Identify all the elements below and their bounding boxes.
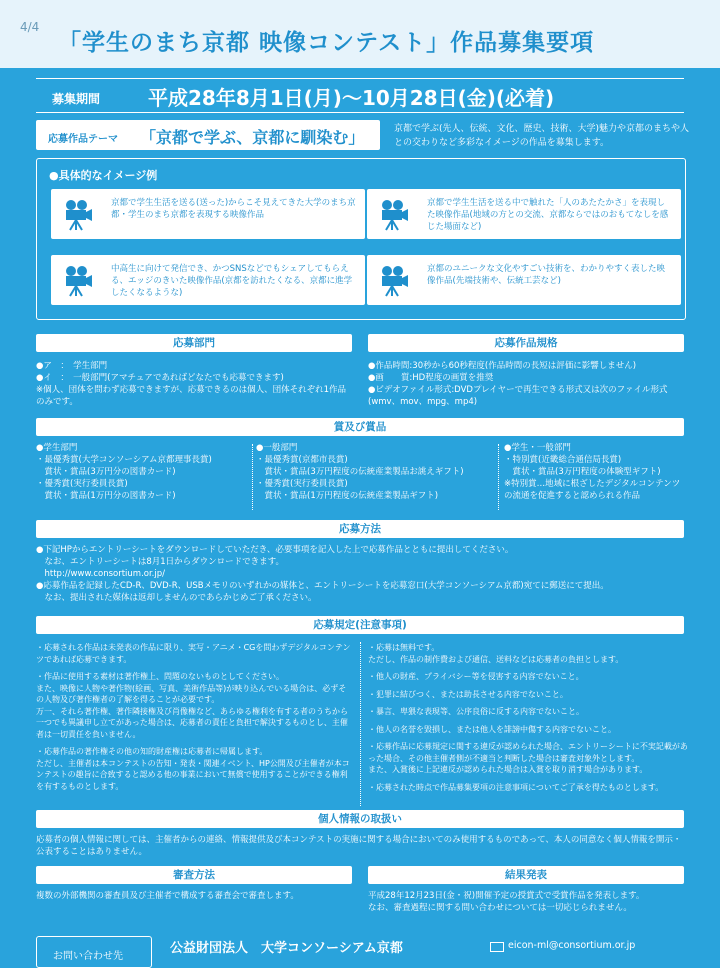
period-value: 平成28年8月1日(月)〜10月28日(金)(必着)	[148, 86, 555, 110]
categories-body	[36, 360, 352, 408]
example-card	[367, 255, 681, 305]
column-divider	[498, 444, 499, 510]
example-card-text: 京都で学生生活を送る中で触れた「人のあたたかさ」を表現した映像作品(地域の方との交流、京都ならではのおもてなしを感じた場面など)	[427, 198, 669, 232]
method-heading: 応募方法	[36, 520, 684, 538]
rule-item: ・暴言、卑猥な表現等、公序良俗に反する内容でないこと。	[368, 707, 584, 716]
movie-camera-icon	[377, 263, 411, 297]
award-line: 賞状・賞品(3万円分の図書カード)	[36, 467, 176, 477]
review-text: 複数の外部機関の審査員及び主催者で構成する審査会で審査します。	[36, 891, 299, 901]
example-card-text: 京都で学生生活を送る(送った)からこそ見えてきた大学のまち京都・学生のまち京都を表現する映像作品	[111, 198, 356, 220]
award-line: ・優秀賞(実行委員長賞)	[256, 479, 348, 489]
example-card	[367, 189, 681, 239]
specs-body	[368, 360, 688, 408]
review-heading: 審査方法	[36, 866, 352, 884]
award-column-special	[504, 442, 688, 502]
award-line: ※特別賞…地域に根ざしたデジタルコンテンツの流通を促進すると認められる作品	[504, 479, 681, 501]
award-line: ・最優秀賞(大学コンソーシアム京都理事長賞)	[36, 455, 212, 465]
rule-item: ただし、作品の制作費および通信、送料などは応募者の負担とします。	[368, 654, 624, 664]
rule-item: ・応募は無料です。	[368, 643, 440, 652]
categories-line: ●イ ： 一般部門(アマチュアであればどなたでも応募できます)	[36, 373, 284, 383]
column-divider	[252, 444, 253, 510]
rule-item: また、入賞後に上記違反が認められた場合は入賞を取り消す場合があります。	[368, 765, 648, 774]
award-line: 賞状・賞品(1万円程度の伝統産業製品ギフト)	[256, 491, 439, 501]
rule-item: ただし、主催者は本コンテストの告知・発表・関連イベント、HP公開及び主催者が本コンテストの趣旨に合致すると認める他の事業において無償で使用することができる権利を有するものとします。	[36, 758, 350, 791]
rules-left	[36, 642, 354, 792]
award-line: 賞状・賞品(3万円程度の体験型ギフト)	[504, 467, 661, 477]
movie-camera-icon	[377, 197, 411, 231]
contact-box	[36, 936, 152, 968]
privacy-heading: 個人情報の取扱い	[36, 810, 684, 828]
example-card-text: 中高生に向けて発信でき、かつSNSなどでもシェアしてもらえる、エッジのきいた映像作品(京都を訪れたくなる、京都に進学したくなるような)	[111, 264, 353, 298]
method-body	[36, 544, 688, 604]
method-line: ●応募作品を記録したCD-R、DVD-R、USBメモリのいずれかの媒体と、エントリーシートを応募窓口(大学コンソーシアム京都)宛てに郵送にて提出。	[36, 581, 609, 591]
award-column-head: ●学生部門	[36, 443, 78, 453]
examples-title: ●具体的なイメージ例	[49, 169, 158, 182]
rule-item: ・応募された時点で作品募集要項の注意事項についてご了承を得たものとします。	[368, 782, 664, 792]
rule-item: ・他人の財産、プライバシー等を侵害する内容でないこと。	[368, 672, 584, 681]
specs-line: ●作品時間:30秒から60秒程度(作品時間の長短は評価に影響しません)	[368, 361, 637, 371]
rule-item: ・作品に使用する素材は著作権上、問題のないものとしてください。	[36, 672, 284, 681]
award-line: 賞状・賞品(1万円分の図書カード)	[36, 491, 176, 501]
contact-label: お問い合わせ先	[53, 951, 123, 962]
envelope-icon	[490, 942, 504, 952]
rule-item: ・応募作品の著作権その他の知的財産権は応募者に帰属します。	[36, 747, 268, 756]
column-divider	[360, 642, 361, 806]
example-card	[51, 255, 365, 305]
movie-camera-icon	[61, 197, 95, 231]
award-line: ・特別賞(近畿総合通信局長賞)	[504, 455, 622, 465]
awards-heading: 賞及び賞品	[36, 418, 684, 436]
privacy-text: 応募者の個人情報に関しては、主催者からの連絡、情報提供及び本コンテストの実施に関する場合においてのみ使用するものであって、本人の同意なく個人情報を開示・公表することはありません。	[36, 835, 682, 857]
theme-description: 京都で学ぶ(先人、伝統、文化、歴史、技術、大学)魅力や京都のまちや人との交わりなど多彩なイメージの作品を募集します。	[394, 124, 690, 148]
rules-right	[368, 642, 688, 793]
rule-item: ・応募作品に応募規定に関する違反が認められた場合、エントリーシートに不実記載があった場合、その他主催者側が不適当と判断した場合は審査対象外とします。	[368, 742, 688, 763]
page-title: 「学生のまち京都 映像コンテスト」作品募集要項	[58, 30, 595, 56]
award-column-general	[256, 442, 492, 502]
categories-line: ※個人、団体を問わず応募できますが、応募できるのは個人、団体それぞれ1作品のみです。	[36, 385, 347, 407]
award-column-student	[36, 442, 246, 502]
theme-label: 応募作品テーマ	[48, 134, 118, 145]
award-line: ・最優秀賞(京都市長賞)	[256, 455, 348, 465]
specs-line: ●画 質:HD程度の画質を推奨	[368, 373, 494, 383]
theme-box	[36, 120, 380, 150]
rules-heading: 応募規定(注意事項)	[36, 616, 684, 634]
results-body	[368, 890, 688, 914]
results-line: なお、審査過程に関する問い合わせについては一切応じられません。	[368, 903, 632, 913]
categories-heading: 応募部門	[36, 334, 352, 352]
award-column-head: ●一般部門	[256, 443, 298, 453]
award-line: 賞状・賞品(3万円程度の伝統産業製品お誂えギフト)	[256, 467, 464, 477]
specs-heading: 応募作品規格	[368, 334, 684, 352]
categories-line: ●ア ： 学生部門	[36, 361, 108, 371]
method-line: ●下記HPからエントリーシートをダウンロードしていただき、必要事項を記入した上で応募作品とともに提出してください。	[36, 545, 514, 555]
rule-item: ・応募される作品は未発表の作品に限り、実写・アニメ・CGを問わずデジタルコンテンツであれば応募できます。	[36, 643, 351, 664]
specs-line: ●ビデオファイル形式:DVDプレイヤーで再生できる形式又は次のファイル形式(wmv、mov、mpg、mp4)	[368, 385, 668, 407]
rule-item: ・他人の名誉を毀損し、または他人を誹謗中傷する内容でないこと。	[368, 724, 616, 734]
organization-name: 公益財団法人 大学コンソーシアム京都	[170, 941, 403, 956]
period-label: 募集期間	[52, 92, 101, 106]
method-line: なお、提出された媒体は返却しませんのであらかじめご了承ください。	[36, 593, 317, 603]
example-card	[51, 189, 365, 239]
method-line: なお、エントリーシートは8月1日からダウンロードできます。	[36, 557, 284, 567]
award-line: ・優秀賞(実行委員長賞)	[36, 479, 128, 489]
rule-item: ・犯罪に結びつく、または助長させる内容でないこと。	[368, 689, 568, 699]
rule-item: 万一、それら著作権、著作隣接権及び肖像権など、あらゆる権利を有する者のうちから一つでも異議申し立てがあった場合は、応募者の責任と負担で解決するものとし、主催者は一切責任を負いません。	[36, 706, 348, 739]
movie-camera-icon	[61, 263, 95, 297]
results-line: 平成28年12月23日(金・祝)開催予定の授賞式で受賞作品を発表します。	[368, 891, 645, 901]
method-url: http://www.consortium.or.jp/	[36, 569, 166, 579]
rule-item: また、映像に人物や著作物(絵画、写真、美術作品等)が映り込んでいる場合は、必ずその人物及び著作権者の了解を得ることが必要です。	[36, 683, 347, 704]
examples-box	[36, 158, 686, 320]
example-card-text: 京都のユニークな文化やすごい技術を、わかりやすく表した映像作品(先端技術や、伝統工芸など)	[427, 264, 666, 286]
page-number: 4/4	[20, 20, 40, 34]
divider	[36, 78, 684, 79]
contact-email[interactable]: eicon-ml@consortium.or.jp	[508, 940, 636, 951]
award-column-head: ●学生・一般部門	[504, 443, 571, 453]
divider	[36, 112, 684, 113]
results-heading: 結果発表	[368, 866, 684, 884]
theme-value: 「京都で学ぶ、京都に馴染む」	[140, 128, 365, 147]
